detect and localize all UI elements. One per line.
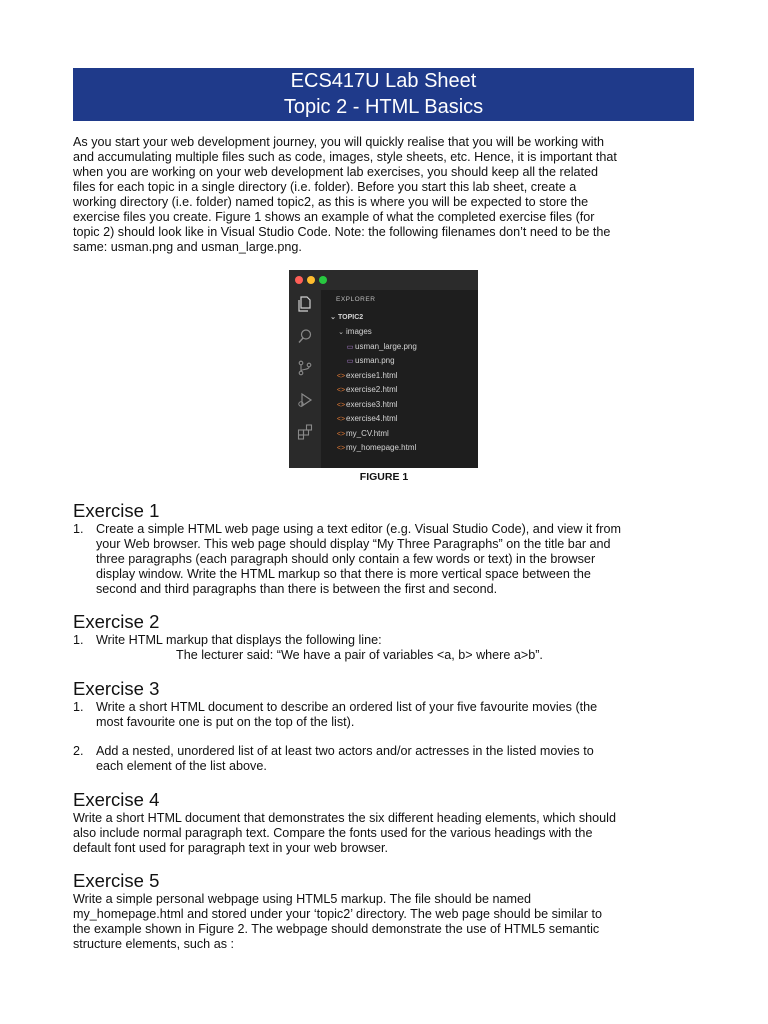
- intro-line: topic 2) should look like in Visual Studio Code. Note: the following filenames don’t need to be the: [73, 225, 611, 239]
- figure1-vscode-explorer: [289, 270, 478, 468]
- item-line: display window. Write the HTML markup so that there is more vertical space between the: [96, 567, 591, 581]
- tree-file-html: [336, 412, 398, 426]
- tree-folder-root: [328, 311, 363, 325]
- intro-line: same: usman.png and usman_large.png.: [73, 240, 302, 254]
- extensions-icon: [297, 424, 313, 440]
- explorer-sidebar: [321, 290, 478, 468]
- activity-bar: [289, 290, 321, 468]
- source-control-icon: [297, 360, 313, 376]
- item-text: [96, 700, 694, 730]
- file-label: my_homepage.html: [346, 443, 417, 452]
- exercise2-heading: Exercise 2: [73, 611, 160, 632]
- zoom-window-dot-icon: [319, 276, 327, 284]
- html-file-icon: <>: [336, 416, 346, 423]
- paragraph-line: structure elements, such as :: [73, 937, 234, 951]
- tree-file-html: [336, 427, 389, 441]
- tree-file-html: [336, 383, 398, 397]
- search-icon: [297, 328, 313, 344]
- html-file-icon: <>: [336, 373, 346, 380]
- file-label: my_CV.html: [346, 429, 389, 438]
- item-line: Write a short HTML document to describe an ordered list of your five favourite movies (the: [96, 700, 598, 714]
- intro-line: exercise files you create. Figure 1 shows an example of what the completed exercise files (for: [73, 210, 595, 224]
- exercise2-quote: The lecturer said: “We have a pair of variables <a, b> where a>b”.: [176, 648, 543, 662]
- item-line: your Web browser. This web page should display “My Three Paragraphs” on the title bar and: [96, 537, 611, 551]
- exercise5-paragraph: [73, 892, 694, 952]
- folder-label: images: [346, 327, 372, 336]
- title-line-topic: Topic 2 - HTML Basics: [283, 96, 484, 118]
- file-label: usman.png: [355, 356, 395, 365]
- intro-line: when you are working on your web development lab exercises, you should keep all the related: [73, 165, 599, 179]
- files-icon: [297, 296, 313, 312]
- exercise1-heading: Exercise 1: [73, 500, 160, 521]
- file-label: exercise1.html: [346, 371, 398, 380]
- exercise2-item: [73, 633, 694, 648]
- html-file-icon: <>: [336, 445, 346, 452]
- item-number: 1.: [73, 522, 84, 536]
- exercise4-heading: Exercise 4: [73, 789, 160, 810]
- close-window-dot-icon: [295, 276, 303, 284]
- exercise1-item: [73, 522, 694, 597]
- file-label: exercise3.html: [346, 400, 398, 409]
- tree-file-html: [336, 369, 398, 383]
- paragraph-line: my_homepage.html and stored under your ‘topic2’ directory. The web page should be similar to: [73, 907, 602, 921]
- html-file-icon: <>: [336, 387, 346, 394]
- intro-line: and accumulating multiple files such as code, images, style sheets, etc. Hence, it is important that: [73, 150, 617, 164]
- item-line: Write HTML markup that displays the following line:: [96, 633, 382, 647]
- paragraph-line: Write a short HTML document that demonstrates the six different heading elements, which should: [73, 811, 616, 825]
- paragraph-line: default font used for paragraph text in your web browser.: [73, 841, 389, 855]
- item-number: 2.: [73, 744, 84, 758]
- item-text: [96, 744, 694, 774]
- chevron-down-icon: ⌄: [330, 314, 336, 321]
- file-label: exercise4.html: [346, 414, 398, 423]
- run-debug-icon: [297, 392, 313, 408]
- image-file-icon: ▭: [346, 344, 354, 351]
- minimize-window-dot-icon: [307, 276, 315, 284]
- tree-file-image: [345, 340, 417, 354]
- folder-label: TOPIC2: [338, 314, 364, 321]
- exercise5-heading: Exercise 5: [73, 870, 160, 891]
- item-line: Add a nested, unordered list of at least two actors and/or actresses in the listed movies to: [96, 744, 594, 758]
- intro-line: files for each topic in a single directory (i.e. folder). Before you start this lab sheet, create a: [73, 180, 577, 194]
- window-titlebar: [289, 270, 478, 290]
- exercise3-heading: Exercise 3: [73, 678, 160, 699]
- paragraph-line: also include normal paragraph text. Compare the fonts used for the various headings with the: [73, 826, 593, 840]
- chevron-down-icon: ⌄: [338, 329, 344, 336]
- tree-file-html: [336, 398, 398, 412]
- item-line: most favourite one is put on the top of the list).: [96, 715, 355, 729]
- tree-folder-images: [336, 325, 372, 339]
- figure1-caption: FIGURE 1: [359, 471, 409, 483]
- html-file-icon: <>: [336, 402, 346, 409]
- file-label: exercise2.html: [346, 385, 398, 394]
- exercise3-item: [73, 744, 694, 774]
- file-label: usman_large.png: [355, 342, 417, 351]
- item-line: three paragraphs (each paragraph should only contain a few words or text) in the browser: [96, 552, 596, 566]
- item-line: Create a simple HTML web page using a text editor (e.g. Visual Studio Code), and view it from: [96, 522, 621, 536]
- item-text: [96, 522, 694, 597]
- tree-file-html: [336, 441, 416, 455]
- paragraph-line: the example shown in Figure 2. The webpage should demonstrate the use of HTML5 semantic: [73, 922, 600, 936]
- html-file-icon: <>: [336, 431, 346, 438]
- title-line-course: ECS417U Lab Sheet: [290, 70, 477, 92]
- item-line: each element of the list above.: [96, 759, 267, 773]
- intro-line: As you start your web development journey, you will quickly realise that you will be working with: [73, 135, 605, 149]
- exercise4-paragraph: [73, 811, 694, 856]
- item-number: 1.: [73, 700, 84, 714]
- intro-line: working directory (i.e. folder) named topic2, as this is where you will be expected to store the: [73, 195, 589, 209]
- exercise3-item: [73, 700, 694, 730]
- paragraph-line: Write a simple personal webpage using HTML5 markup. The file should be named: [73, 892, 532, 906]
- item-number: 1.: [73, 633, 84, 647]
- title-banner: [73, 68, 694, 121]
- item-line: second and third paragraphs than there is between the first and second.: [96, 582, 498, 596]
- tree-file-image: [345, 354, 395, 368]
- image-file-icon: ▭: [346, 358, 354, 365]
- explorer-title: EXPLORER: [336, 296, 376, 303]
- intro-paragraph: [73, 135, 694, 255]
